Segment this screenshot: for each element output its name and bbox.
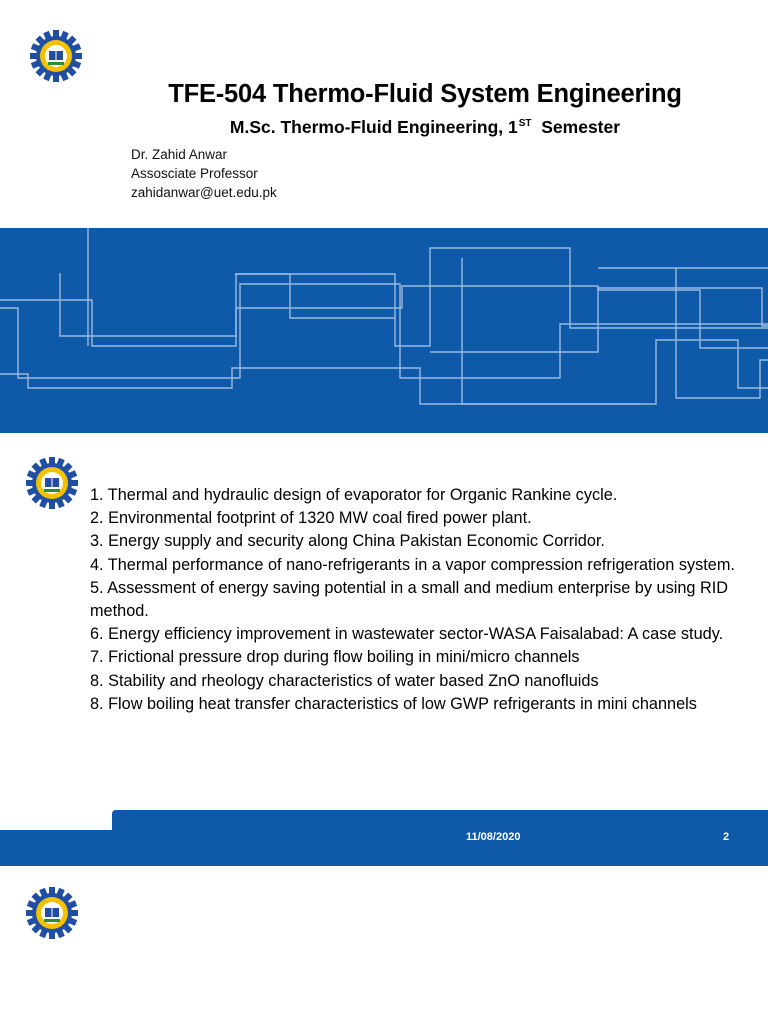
topic-item: 6. Energy efficiency improvement in wastewater sector-WASA Faisalabad: A case study. [90,625,724,644]
subtitle-superscript: ST [518,118,532,129]
university-logo-icon [26,457,78,509]
circuit-lines-graphic [0,228,768,433]
topic-item: 1. Thermal and hydraulic design of evaporator for Organic Rankine cycle. [90,486,618,504]
slide-title: TFE-504 Thermo-Fluid System Engineering [168,80,682,108]
topic-item: 5. Assessment of energy saving potential in a small and medium enterprise by using RID method. [90,578,729,621]
slide-subtitle [0,117,768,138]
university-logo-icon [30,30,82,82]
subtitle-tail: Semester [541,117,621,137]
author-block [131,145,277,202]
subtitle-main: M.Sc. Thermo-Fluid Engineering, 1 [229,117,518,137]
slide-footer [0,810,768,866]
author-position: Assosciate Professor [131,166,258,181]
topic-item: 7. Frictional pressure drop during flow boiling in mini/micro channels [90,648,580,667]
topics-list [90,484,750,716]
author-name: Dr. Zahid Anwar [131,147,228,162]
footer-date: 11/08/2020 [466,831,521,843]
topic-item: 8. Flow boiling heat transfer characteristics of low GWP refrigerants in mini channels [90,694,697,713]
author-email: zahidanwar@uet.edu.pk [131,185,277,200]
university-logo-icon [26,887,78,939]
topic-item: 8. Stability and rheology characteristics of water based ZnO nanofluids [90,671,599,690]
page-number: 2 [723,831,730,843]
topic-item: 4. Thermal performance of nano-refrigerants in a vapor compression refrigeration system. [90,555,735,574]
decorative-banner [0,228,768,433]
topic-item: 3. Energy supply and security along China Pakistan Economic Corridor. [90,532,605,551]
topic-item: 2. Environmental footprint of 1320 MW coal fired power plant. [90,509,532,528]
footer-bar-shape [0,810,768,866]
